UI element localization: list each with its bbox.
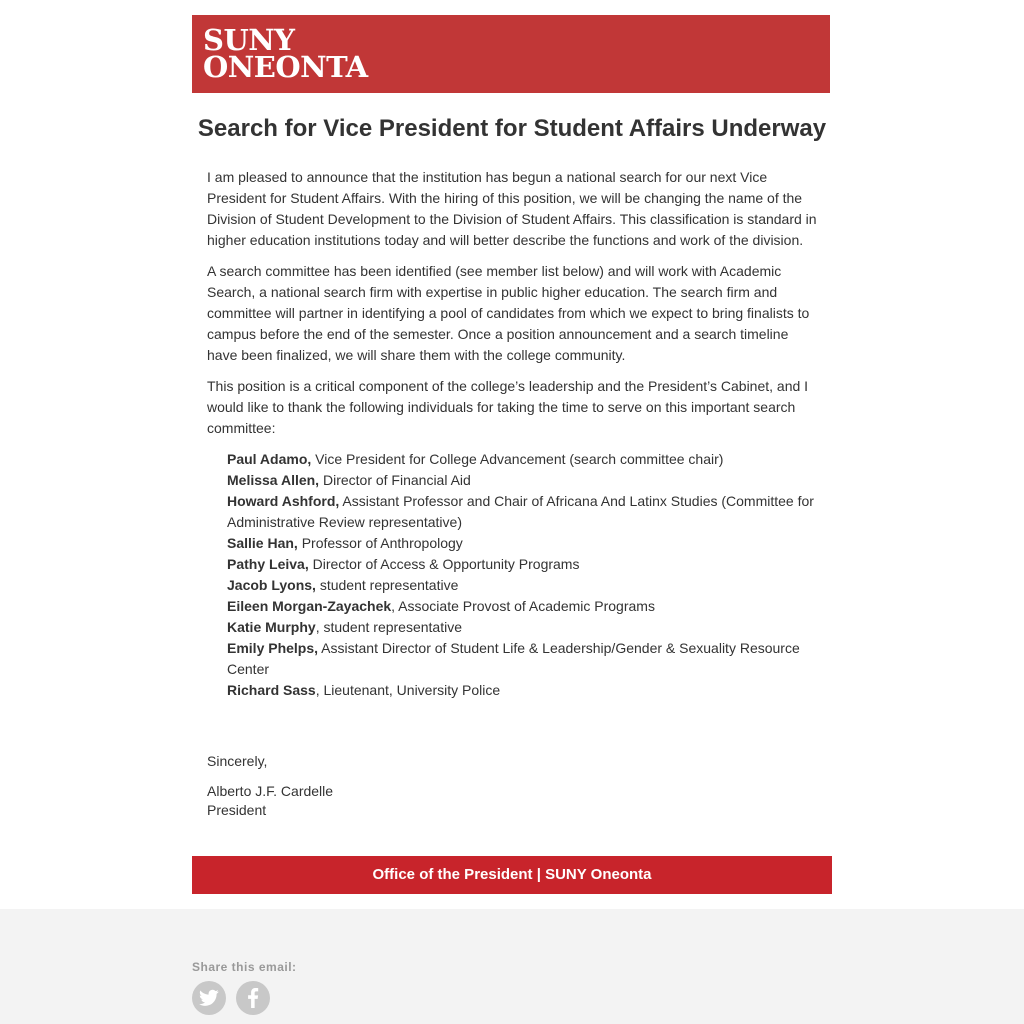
twitter-icon [199,989,219,1007]
list-item [227,617,819,638]
footer-banner-text: Office of the President | SUNY Oneonta [372,866,652,883]
list-item [227,575,819,596]
footer-area [0,909,1024,1024]
member-name: Pathy Leiva, [227,556,309,572]
member-name: Emily Phelps, [227,640,319,656]
paragraph-committee: A search committee has been identified (see member list below) and will work with Academic Search, a national search firm with expertise in public higher education. The search firm and committee will partner in identifying a pool of candidates from which we expect to bring finalists to campus before the end of the semester. Once a position announcement and a search timeline have been finalized, we will share them with the college community. [207,263,810,363]
member-name: Sallie Han, [227,535,298,551]
member-role: Vice President for College Advancement (search committee chair) [311,451,724,467]
paragraph-thanks: This position is a critical component of the college’s leadership and the President’s Cabinet, and I would like to thank the following individuals for taking the time to serve on this important search committee: [207,378,809,436]
closing-text: Sincerely, [207,753,268,769]
list-item [227,554,819,575]
paragraph-intro: I am pleased to announce that the institution has begun a national search for our next Vice President for Student Affairs. With the hiring of this position, we will be changing the name of the Division of Student Development to the Division of Student Affairs. This classification is standard in higher education institutions today and will better describe the functions and work of the division. [207,169,817,248]
member-name: Howard Ashford, [227,493,340,509]
facebook-icon [247,988,259,1008]
header-banner [192,15,830,93]
share-label: Share this email: [192,960,297,974]
member-name: Richard Sass [227,682,316,698]
member-role: , Associate Provost of Academic Programs [391,598,655,614]
list-item [227,638,819,680]
list-item [227,680,819,701]
member-role: Assistant Professor and Chair of Africana And Latinx Studies (Committee for Administrative Review representative) [227,493,814,530]
list-item [227,533,819,554]
logo-line-1: SUNY [203,23,295,57]
member-name: Paul Adamo, [227,451,312,467]
logo-line-2: ONEONTA [203,50,368,84]
committee-member-list [207,449,819,701]
article-body [207,167,819,701]
signer-name: Alberto J.F. Cardelle [207,783,334,799]
signature-block [207,752,333,820]
list-item [227,596,819,617]
member-role: Assistant Director of Student Life & Leadership/Gender & Sexuality Resource Center [227,640,800,677]
member-name: Jacob Lyons, [227,577,316,593]
signer-title: President [207,802,267,818]
member-role: , student representative [315,619,462,635]
facebook-share-button[interactable] [236,981,270,1015]
footer-banner[interactable] [192,856,832,894]
suny-oneonta-logo[interactable] [203,23,368,84]
member-role: Professor of Anthropology [297,535,463,551]
member-name: Katie Murphy [227,619,316,635]
twitter-share-button[interactable] [192,981,226,1015]
member-role: Director of Financial Aid [319,472,471,488]
member-role: Director of Access & Opportunity Programs [308,556,580,572]
member-name: Melissa Allen, [227,472,320,488]
member-role: student representative [315,577,459,593]
member-name: Eileen Morgan-Zayachek [227,598,392,614]
list-item [227,491,819,533]
list-item [227,449,819,470]
page-title: Search for Vice President for Student Affairs Underway [197,115,827,142]
member-role: , Lieutenant, University Police [315,682,501,698]
list-item [227,470,819,491]
